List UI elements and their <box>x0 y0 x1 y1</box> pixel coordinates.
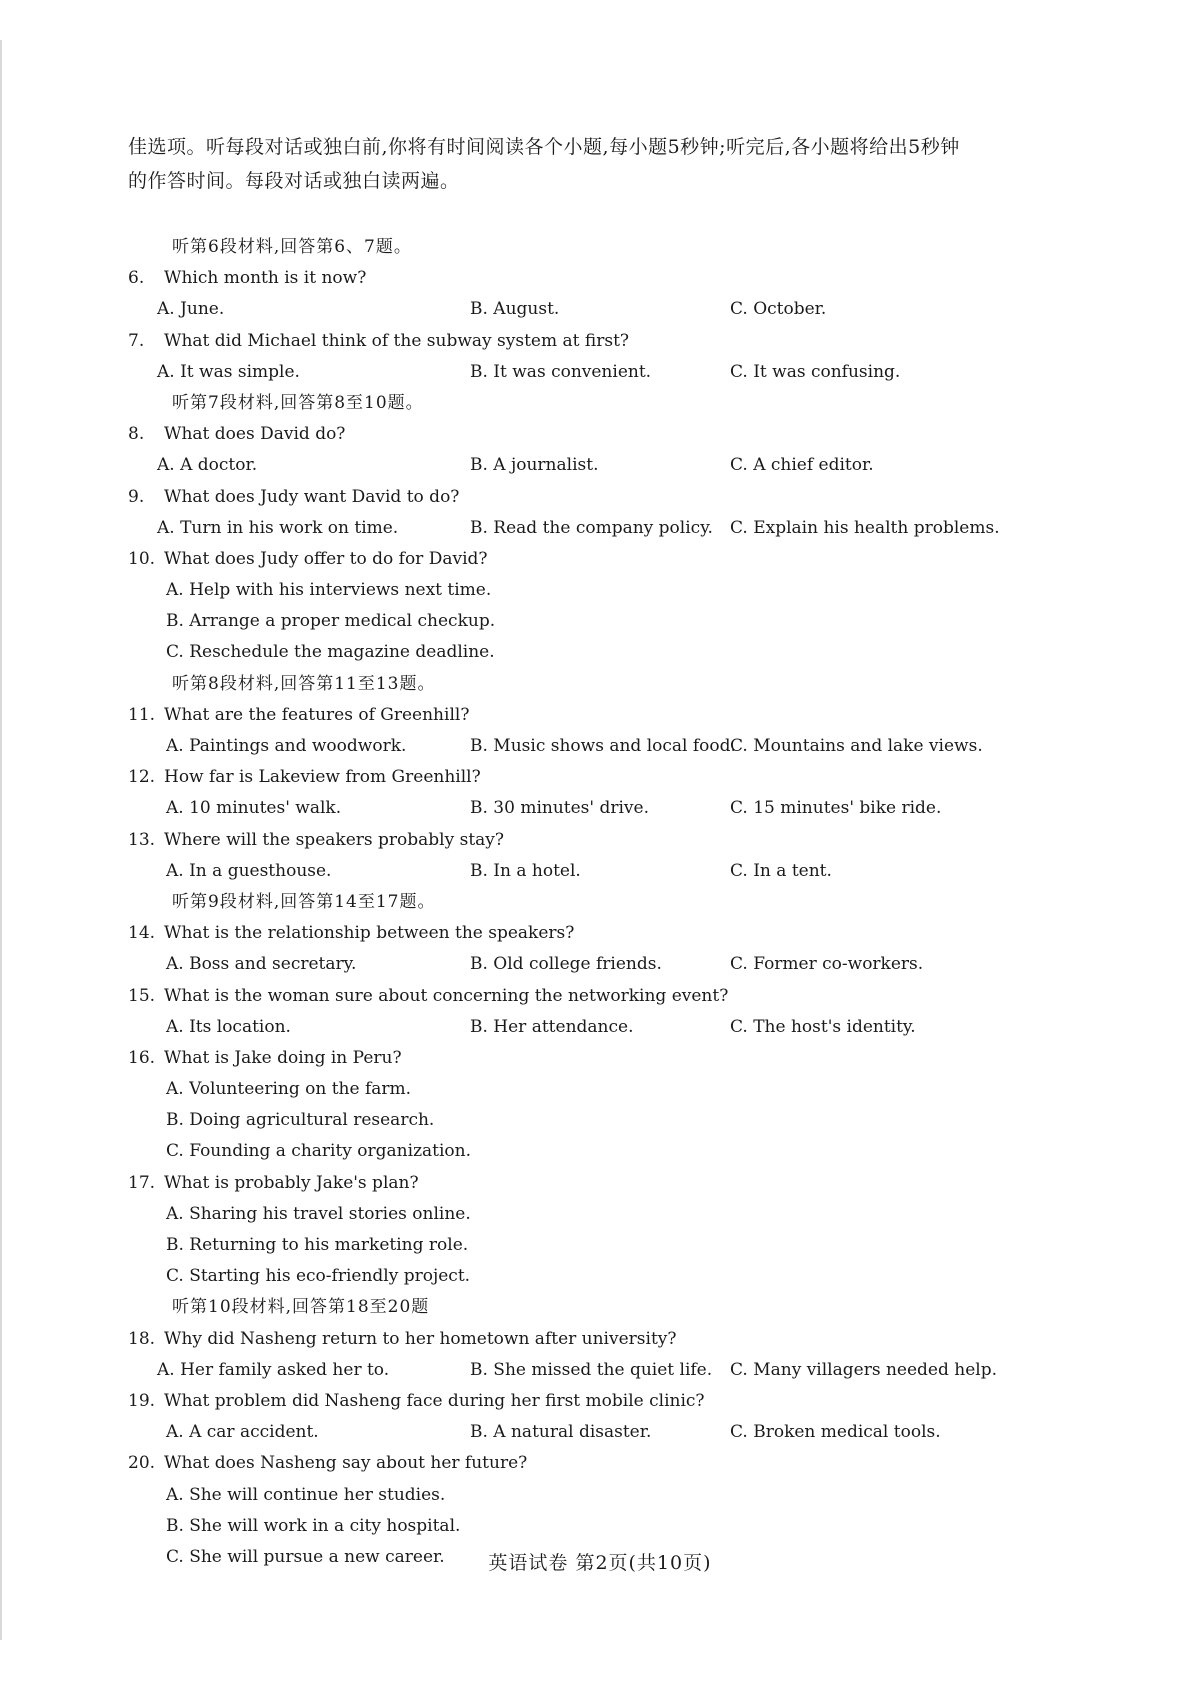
option-a: A. June. <box>157 299 225 320</box>
option-c: C. Broken medical tools. <box>730 1422 941 1443</box>
question-stem: How far is Lakeview from Greenhill? <box>164 767 481 788</box>
section-label-6: 听第6段材料,回答第6、7题。 <box>172 237 412 257</box>
options-8 <box>128 450 1088 481</box>
options-13 <box>128 856 1088 887</box>
option-b: B. Old college friends. <box>470 954 662 975</box>
question-number: 6. <box>128 268 145 289</box>
option-c: C. A chief editor. <box>730 455 874 476</box>
question-stem: What does Judy want David to do? <box>164 486 460 507</box>
option-a: A. A car accident. <box>166 1422 319 1443</box>
question-stem: What does Nasheng say about her future? <box>164 1453 528 1474</box>
question-number: 17. <box>128 1172 156 1193</box>
question-number: 19. <box>128 1390 156 1411</box>
scan-edge <box>0 40 2 1640</box>
option-a: A. She will continue her studies. <box>166 1484 446 1505</box>
question-19 <box>128 1386 1088 1417</box>
option-c: C. October. <box>730 299 827 320</box>
question-number: 12. <box>128 767 156 788</box>
question-number: 9. <box>128 486 145 507</box>
question-number: 16. <box>128 1047 156 1068</box>
option-b: B. 30 minutes' drive. <box>470 798 649 819</box>
question-number: 18. <box>128 1328 156 1349</box>
option-a: A. In a guesthouse. <box>166 860 332 881</box>
instructions-line-1: 佳选项。听每段对话或独白前,你将有时间阅读各个小题,每小题5秒钟;听完后,各小题将给出5秒钟 <box>128 136 960 158</box>
option-c: C. The host's identity. <box>730 1016 916 1037</box>
option-a: A. Turn in his work on time. <box>157 517 399 538</box>
question-8 <box>128 419 1088 450</box>
question-stem: What is the relationship between the speakers? <box>164 923 575 944</box>
options-6 <box>128 294 1088 325</box>
question-10 <box>128 544 1088 575</box>
instructions <box>128 130 1058 198</box>
option-a: A. Her family asked her to. <box>157 1359 390 1380</box>
options-15 <box>128 1012 1088 1043</box>
option-c: C. Explain his health problems. <box>730 517 1000 538</box>
option-b: B. Arrange a proper medical checkup. <box>166 611 496 632</box>
option-b: B. A journalist. <box>470 455 599 476</box>
options-18 <box>128 1355 1088 1386</box>
question-stem: What does David do? <box>164 424 346 445</box>
option-c: C. 15 minutes' bike ride. <box>730 798 942 819</box>
option-c: C. Starting his eco-friendly project. <box>166 1266 471 1287</box>
question-12 <box>128 762 1088 793</box>
options-19 <box>128 1417 1088 1448</box>
question-number: 10. <box>128 548 156 569</box>
question-18 <box>128 1324 1088 1355</box>
options-12 <box>128 793 1088 824</box>
question-stem: What did Michael think of the subway system at first? <box>164 330 630 351</box>
question-stem: What is Jake doing in Peru? <box>164 1047 402 1068</box>
question-number: 14. <box>128 923 156 944</box>
section-label-7: 听第7段材料,回答第8至10题。 <box>172 392 424 413</box>
section-label-9: 听第9段材料,回答第14至17题。 <box>172 891 436 912</box>
option-b: B. She will work in a city hospital. <box>166 1515 461 1536</box>
options-14 <box>128 949 1088 980</box>
options-7 <box>128 357 1088 388</box>
option-b: B. In a hotel. <box>470 860 581 881</box>
question-number: 8. <box>128 424 145 445</box>
option-b: B. Her attendance. <box>470 1016 634 1037</box>
option-c: C. It was confusing. <box>730 361 901 382</box>
question-list <box>128 232 1088 1573</box>
instructions-line-2: 的作答时间。每段对话或独白读两遍。 <box>128 170 460 192</box>
section-label-8: 听第8段材料,回答第11至13题。 <box>172 673 436 694</box>
question-number: 13. <box>128 829 156 850</box>
option-c: C. She will pursue a new career. <box>166 1546 445 1567</box>
question-20 <box>128 1448 1088 1479</box>
question-stem: Which month is it now? <box>164 268 367 289</box>
question-number: 20. <box>128 1453 156 1474</box>
question-number: 7. <box>128 330 145 351</box>
question-14 <box>128 918 1088 949</box>
option-a: A. It was simple. <box>157 361 300 382</box>
question-stem: What does Judy offer to do for David? <box>164 548 488 569</box>
question-13 <box>128 825 1088 856</box>
question-stem: Why did Nasheng return to her hometown after university? <box>164 1328 677 1349</box>
option-c: C. Former co-workers. <box>730 954 924 975</box>
question-11 <box>128 700 1088 731</box>
option-a: A. A doctor. <box>157 455 258 476</box>
question-16 <box>128 1043 1088 1074</box>
option-b: B. It was convenient. <box>470 361 652 382</box>
question-stem: What is probably Jake's plan? <box>164 1172 419 1193</box>
option-c: C. Founding a charity organization. <box>166 1141 472 1162</box>
option-b: B. Returning to his marketing role. <box>166 1235 469 1255</box>
question-number: 15. <box>128 985 156 1006</box>
option-a: A. 10 minutes' walk. <box>166 798 342 819</box>
question-9 <box>128 482 1088 513</box>
question-15 <box>128 981 1088 1012</box>
option-b: B. A natural disaster. <box>470 1422 652 1443</box>
question-stem: What problem did Nasheng face during her first mobile clinic? <box>164 1390 705 1411</box>
question-stem: Where will the speakers probably stay? <box>164 829 504 850</box>
option-a: A. Help with his interviews next time. <box>166 580 492 601</box>
option-b: B. August. <box>470 299 560 320</box>
option-a: A. Boss and secretary. <box>166 954 357 975</box>
option-a: A. Its location. <box>166 1016 291 1037</box>
question-7 <box>128 326 1088 357</box>
question-6 <box>128 263 1088 294</box>
option-a: A. Paintings and woodwork. <box>166 736 407 756</box>
option-b: B. She missed the quiet life. <box>470 1359 713 1380</box>
question-stem: What is the woman sure about concerning the networking event? <box>164 985 729 1006</box>
options-9 <box>128 513 1088 544</box>
option-a: A. Volunteering on the farm. <box>166 1079 412 1100</box>
page-footer: 英语试卷 第2页(共10页) <box>488 1552 712 1574</box>
option-b: B. Doing agricultural research. <box>166 1110 435 1131</box>
question-number: 11. <box>128 704 156 725</box>
option-a: A. Sharing his travel stories online. <box>166 1203 471 1224</box>
question-stem: What are the features of Greenhill? <box>164 704 470 725</box>
options-11 <box>128 731 1088 762</box>
option-c: C. Many villagers needed help. <box>730 1359 997 1380</box>
option-b: B. Music shows and local food. <box>470 736 736 756</box>
section-label-10: 听第10段材料,回答第18至20题 <box>172 1297 430 1318</box>
option-c: C. Mountains and lake views. <box>730 736 983 756</box>
option-c: C. In a tent. <box>730 860 832 881</box>
question-17 <box>128 1168 1088 1199</box>
option-c: C. Reschedule the magazine deadline. <box>166 642 495 663</box>
option-b: B. Read the company policy. <box>470 517 713 538</box>
